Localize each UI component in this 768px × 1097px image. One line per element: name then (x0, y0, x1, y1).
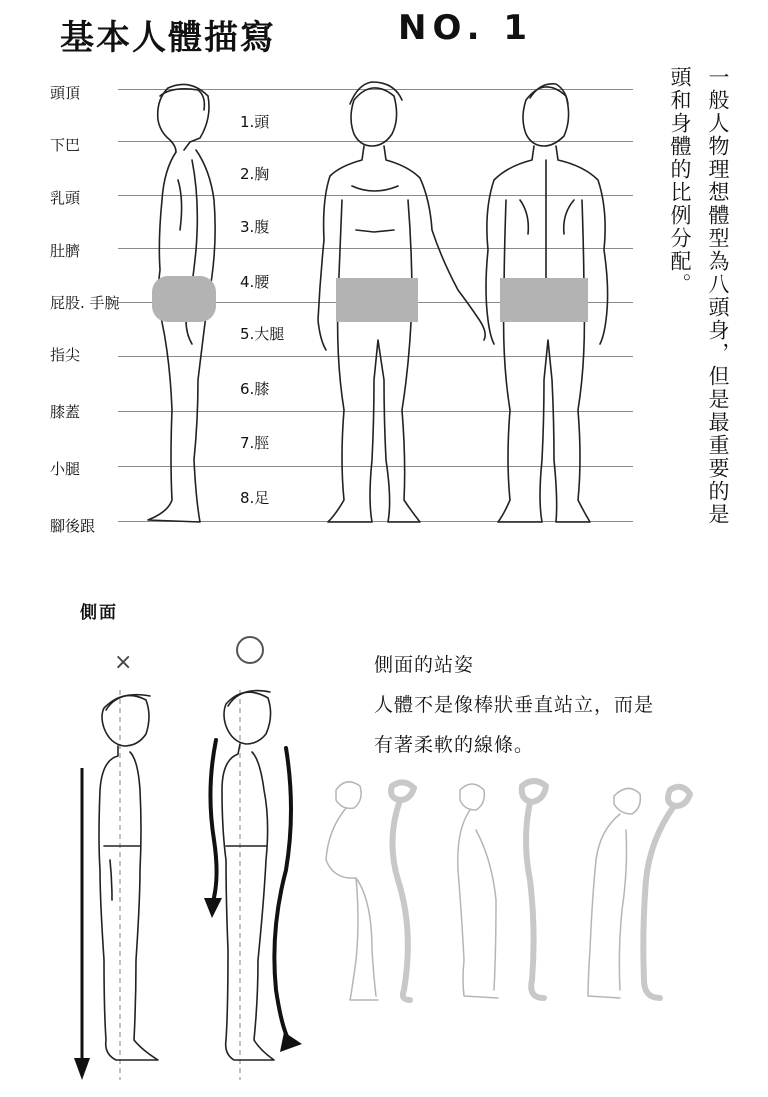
segment-chest: 2.胸 (240, 165, 270, 183)
wrong-mark: × (114, 650, 133, 675)
caption-line-2: 人體不是像棒狀垂直站立，而是 (374, 694, 655, 716)
page-title: 基本人體描寫 (60, 18, 276, 58)
landmark-nipple: 乳頭 (50, 189, 81, 207)
landmark-calf: 小腿 (50, 460, 81, 478)
landmark-navel: 肚臍 (50, 242, 81, 260)
segment-foot: 8.足 (240, 489, 270, 507)
segment-abdomen: 3.腹 (240, 218, 270, 236)
landmark-hip-wrist: 屁股. 手腕 (50, 294, 120, 312)
segment-knee: 6.膝 (240, 380, 270, 398)
caption-line-1: 側面的站姿 (374, 654, 475, 676)
landmark-heel: 腳後跟 (50, 517, 96, 535)
landmark-knee: 膝蓋 (50, 403, 81, 421)
landmark-crown: 頭頂 (50, 84, 81, 102)
section-heading-side: 側面 (80, 603, 118, 623)
landmark-fingertip: 指尖 (50, 346, 81, 364)
side-note-col2: 頭和身體的比例分配。 (668, 66, 692, 296)
side-note-col1: 一般人物理想體型為八頭身，但是最重要的是 (706, 66, 730, 526)
segment-head: 1.頭 (240, 113, 270, 131)
segment-shin: 7.脛 (240, 434, 270, 452)
landmark-chin: 下巴 (50, 136, 81, 154)
caption-line-3: 有著柔軟的線條。 (374, 734, 535, 756)
segment-waist: 4.腰 (240, 273, 270, 291)
page-number: NO. 1 (398, 8, 534, 48)
segment-thigh: 5.大腿 (240, 325, 285, 343)
